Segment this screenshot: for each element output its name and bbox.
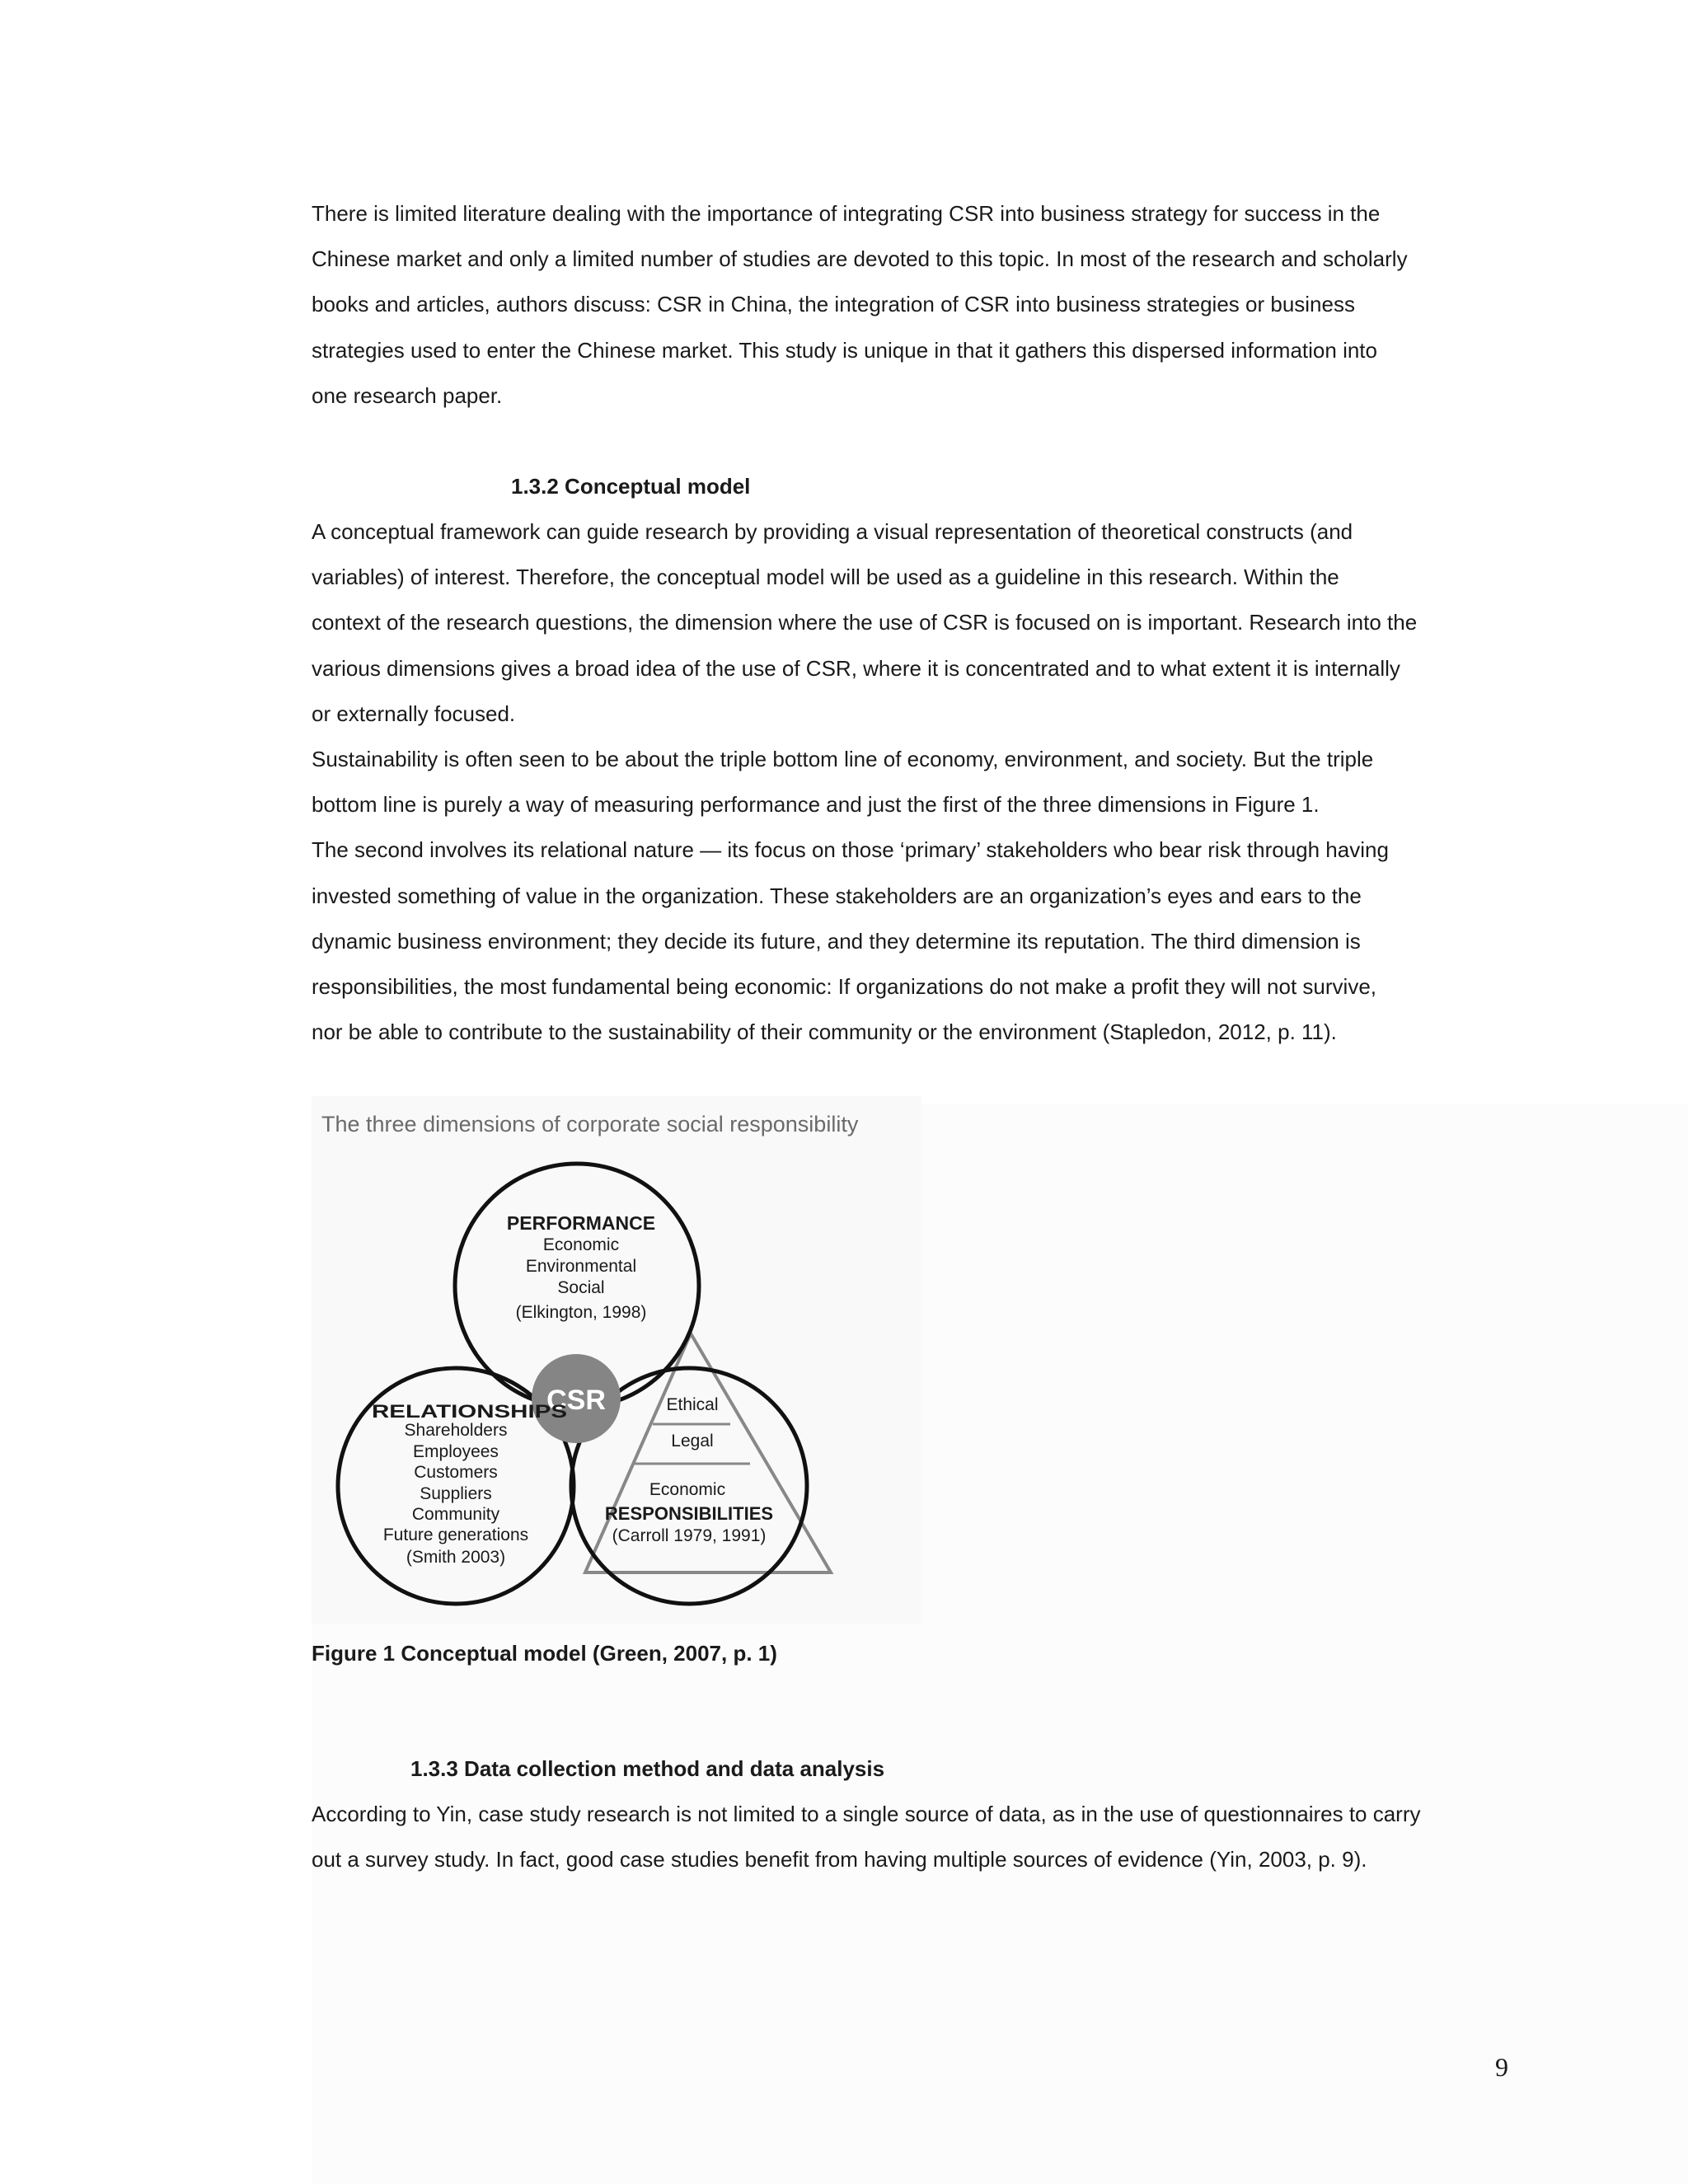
section-heading-1-3-3: 1.3.3 Data collection method and data analysis [410,1756,885,1781]
text-line: books and articles, authors discuss: CSR in China, the integration of CSR into business strategies or business [312,292,1355,317]
text-line: There is limited literature dealing with the importance of integrating CSR into business strategy for success in the [312,201,1381,226]
relationships-item: Future generations [382,1526,529,1544]
performance-source: (Elkington, 1998) [515,1303,647,1322]
text-line: A conceptual framework can guide research by providing a visual representation of theoretical constructs (and [312,519,1353,544]
text-line: or externally focused. [312,701,516,726]
section-heading-1-3-2: 1.3.2 Conceptual model [511,474,751,499]
performance-heading: PERFORMANCE [506,1212,656,1234]
relationships-heading: RELATIONSHIPS [372,1401,567,1422]
text-line: Chinese market and only a limited number of studies are devoted to this topic. In most of the research and scholarly [312,246,1408,272]
text-line: Sustainability is often seen to be about the triple bottom line of economy, environment, and society. But the triple [312,747,1374,772]
csr-label: CSR [546,1385,606,1416]
relationships-source: (Smith 2003) [406,1548,506,1567]
pyramid-level-legal: Legal [671,1432,714,1451]
text-line: context of the research questions, the dimension where the use of CSR is focused on is important. Research into the [312,610,1418,635]
page-number: 9 [1495,2052,1508,2082]
pyramid-level-economic: Economic [649,1480,726,1499]
text-line: The second involves its relational nature — its focus on those ‘primary’ stakeholders who bear risk through having [312,837,1389,863]
relationships-item: Shareholders [404,1421,508,1440]
relationships-item: Suppliers [420,1484,492,1503]
text-line: strategies used to enter the Chinese market. This study is unique in that it gathers this dispersed information into [312,337,1377,363]
pyramid-level-ethical: Ethical [666,1395,719,1414]
relationships-item: Employees [413,1442,499,1461]
intro-paragraph [312,191,1490,419]
text-line: invested something of value in the organization. These stakeholders are an organization’s eyes and ears to the [312,883,1362,908]
relationships-item: Community [411,1505,500,1524]
responsibilities-source: (Carroll 1979, 1991) [612,1526,767,1545]
performance-item: Economic [542,1235,620,1254]
text-line: out a survey study. In fact, good case studies benefit from having multiple sources of evidence (Yin, 2003, p. 9). [312,1847,1367,1872]
figure-title: The three dimensions of corporate social responsibility [321,1112,859,1137]
text-line: nor be able to contribute to the sustainability of their community or the environment (Stapledon, 2012, p. 11). [312,1019,1337,1045]
csr-venn-diagram [312,1096,921,1624]
data-collection-paragraph [312,1792,1490,1882]
text-line: bottom line is purely a way of measuring performance and just the first of the three dimensions in Figure 1. [312,792,1320,818]
performance-item: Social [557,1278,605,1297]
conceptual-model-paragraph [312,509,1490,1055]
figure-caption: Figure 1 Conceptual model (Green, 2007, p. 1) [312,1641,777,1666]
text-line: According to Yin, case study research is not limited to a single source of data, as in the use of questionnaires to carry [312,1802,1421,1826]
text-line: dynamic business environment; they decide its future, and they determine its reputation. The third dimension is [312,928,1361,954]
text-line: responsibilities, the most fundamental being economic: If organizations do not make a profit they will not survive, [312,974,1377,1000]
text-line: one research paper. [312,382,503,408]
performance-item: Environmental [525,1257,637,1276]
text-line: variables) of interest. Therefore, the conceptual model will be used as a guideline in this research. Within the [312,565,1339,590]
text-line: various dimensions gives a broad idea of the use of CSR, where it is concentrated and to what extent it is internally [312,655,1400,681]
responsibilities-heading: RESPONSIBILITIES [604,1503,774,1524]
csr-diagram-figure [312,1096,921,1624]
relationships-item: Customers [414,1463,498,1482]
